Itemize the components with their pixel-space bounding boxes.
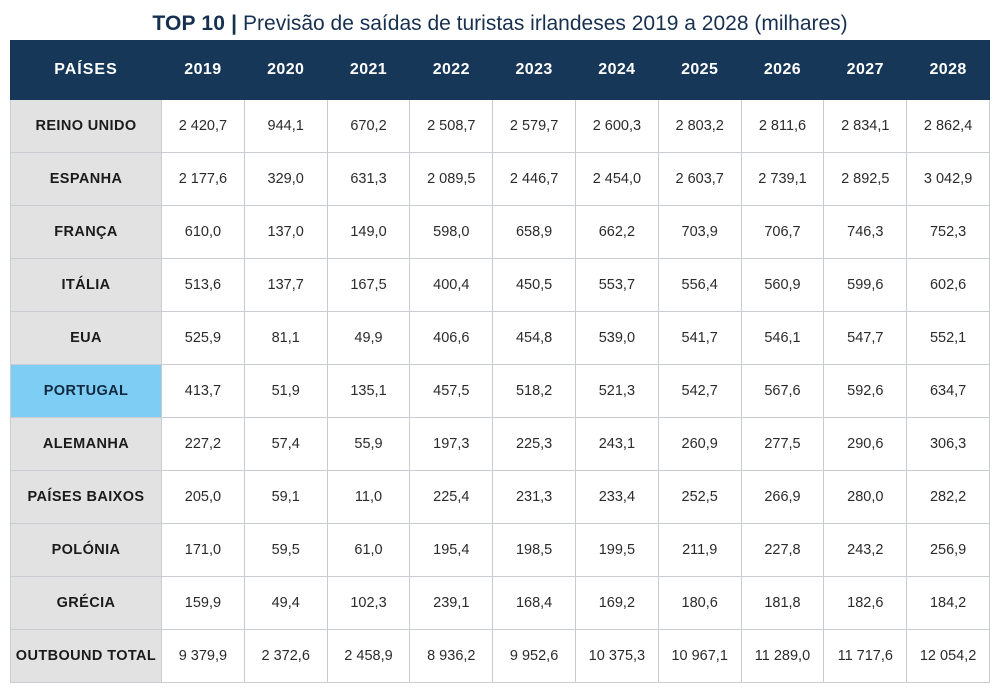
cell-value: 457,5 [410,365,493,418]
row-label: ALEMANHA [11,418,162,471]
cell-value: 55,9 [327,418,410,471]
cell-value: 137,0 [244,206,327,259]
cell-value: 168,4 [493,577,576,630]
cell-value: 2 892,5 [824,153,907,206]
cell-value: 2 811,6 [741,100,824,153]
cell-value: 225,3 [493,418,576,471]
cell-value: 102,3 [327,577,410,630]
cell-value: 11 717,6 [824,630,907,683]
cell-value: 542,7 [658,365,741,418]
row-label: FRANÇA [11,206,162,259]
cell-value: 521,3 [575,365,658,418]
cell-value: 539,0 [575,312,658,365]
cell-value: 9 952,6 [493,630,576,683]
header-row [11,41,990,100]
cell-value: 525,9 [162,312,245,365]
table-row-highlighted [11,365,990,418]
cell-value: 2 454,0 [575,153,658,206]
cell-value: 181,8 [741,577,824,630]
cell-value: 149,0 [327,206,410,259]
cell-value: 227,8 [741,524,824,577]
column-header-2024: 2024 [575,41,658,100]
cell-value: 541,7 [658,312,741,365]
cell-value: 413,7 [162,365,245,418]
cell-value: 252,5 [658,471,741,524]
cell-value: 634,7 [907,365,990,418]
cell-value: 8 936,2 [410,630,493,683]
cell-value: 49,4 [244,577,327,630]
row-label: EUA [11,312,162,365]
cell-value: 180,6 [658,577,741,630]
cell-value: 547,7 [824,312,907,365]
cell-value: 59,5 [244,524,327,577]
cell-value: 2 862,4 [907,100,990,153]
cell-value: 184,2 [907,577,990,630]
cell-value: 169,2 [575,577,658,630]
title-separator: | [231,12,238,35]
cell-value: 513,6 [162,259,245,312]
table-row [11,312,990,365]
column-header-2021: 2021 [327,41,410,100]
cell-value: 57,4 [244,418,327,471]
cell-value: 282,2 [907,471,990,524]
cell-value: 2 739,1 [741,153,824,206]
column-header-2019: 2019 [162,41,245,100]
cell-value: 290,6 [824,418,907,471]
cell-value: 560,9 [741,259,824,312]
cell-value: 280,0 [824,471,907,524]
cell-value: 670,2 [327,100,410,153]
cell-value: 211,9 [658,524,741,577]
cell-value: 2 803,2 [658,100,741,153]
table-row [11,206,990,259]
cell-value: 59,1 [244,471,327,524]
cell-value: 553,7 [575,259,658,312]
column-header-2027: 2027 [824,41,907,100]
row-label: PORTUGAL [11,365,162,418]
table-row [11,418,990,471]
cell-value: 198,5 [493,524,576,577]
cell-value: 231,3 [493,471,576,524]
cell-value: 159,9 [162,577,245,630]
table-row [11,259,990,312]
column-header-2023: 2023 [493,41,576,100]
cell-value: 260,9 [658,418,741,471]
cell-value: 49,9 [327,312,410,365]
cell-value: 406,6 [410,312,493,365]
cell-value: 546,1 [741,312,824,365]
cell-value: 631,3 [327,153,410,206]
cell-value: 171,0 [162,524,245,577]
cell-value: 61,0 [327,524,410,577]
cell-value: 2 446,7 [493,153,576,206]
cell-value: 2 089,5 [410,153,493,206]
row-label: ESPANHA [11,153,162,206]
cell-value: 199,5 [575,524,658,577]
title-prefix: TOP 10 [152,12,226,35]
cell-value: 243,1 [575,418,658,471]
cell-value: 2 372,6 [244,630,327,683]
table-row [11,471,990,524]
cell-value: 662,2 [575,206,658,259]
cell-value: 944,1 [244,100,327,153]
cell-value: 137,7 [244,259,327,312]
table-row [11,524,990,577]
row-label: GRÉCIA [11,577,162,630]
cell-value: 197,3 [410,418,493,471]
cell-value: 454,8 [493,312,576,365]
table-header [11,41,990,100]
row-label: POLÓNIA [11,524,162,577]
cell-value: 195,4 [410,524,493,577]
cell-value: 167,5 [327,259,410,312]
page-title [10,8,990,40]
cell-value: 9 379,9 [162,630,245,683]
cell-value: 256,9 [907,524,990,577]
column-header-2025: 2025 [658,41,741,100]
row-label: PAÍSES BAIXOS [11,471,162,524]
cell-value: 2 508,7 [410,100,493,153]
cell-value: 2 177,6 [162,153,245,206]
row-label: REINO UNIDO [11,100,162,153]
cell-value: 10 375,3 [575,630,658,683]
cell-value: 51,9 [244,365,327,418]
cell-value: 11,0 [327,471,410,524]
row-label-total: OUTBOUND TOTAL [11,630,162,683]
cell-value: 599,6 [824,259,907,312]
cell-value: 306,3 [907,418,990,471]
table-row [11,100,990,153]
cell-value: 2 458,9 [327,630,410,683]
table-row [11,153,990,206]
column-header-2022: 2022 [410,41,493,100]
cell-value: 746,3 [824,206,907,259]
cell-value: 10 967,1 [658,630,741,683]
cell-value: 518,2 [493,365,576,418]
cell-value: 81,1 [244,312,327,365]
table-body [11,100,990,683]
cell-value: 12 054,2 [907,630,990,683]
forecast-table [10,40,990,683]
cell-value: 450,5 [493,259,576,312]
cell-value: 2 603,7 [658,153,741,206]
column-header-2020: 2020 [244,41,327,100]
cell-value: 556,4 [658,259,741,312]
cell-value: 400,4 [410,259,493,312]
column-header-countries: PAÍSES [11,41,162,100]
cell-value: 266,9 [741,471,824,524]
cell-value: 277,5 [741,418,824,471]
cell-value: 329,0 [244,153,327,206]
cell-value: 205,0 [162,471,245,524]
cell-value: 233,4 [575,471,658,524]
cell-value: 706,7 [741,206,824,259]
cell-value: 552,1 [907,312,990,365]
cell-value: 11 289,0 [741,630,824,683]
cell-value: 3 042,9 [907,153,990,206]
cell-value: 2 834,1 [824,100,907,153]
cell-value: 658,9 [493,206,576,259]
cell-value: 239,1 [410,577,493,630]
cell-value: 598,0 [410,206,493,259]
cell-value: 2 579,7 [493,100,576,153]
cell-value: 182,6 [824,577,907,630]
cell-value: 610,0 [162,206,245,259]
cell-value: 703,9 [658,206,741,259]
row-label: ITÁLIA [11,259,162,312]
cell-value: 567,6 [741,365,824,418]
column-header-2028: 2028 [907,41,990,100]
cell-value: 225,4 [410,471,493,524]
cell-value: 592,6 [824,365,907,418]
cell-value: 2 420,7 [162,100,245,153]
cell-value: 227,2 [162,418,245,471]
cell-value: 602,6 [907,259,990,312]
column-header-2026: 2026 [741,41,824,100]
cell-value: 2 600,3 [575,100,658,153]
title-text: Previsão de saídas de turistas irlandeses 2019 a 2028 (milhares) [243,12,848,35]
cell-value: 243,2 [824,524,907,577]
table-row-total [11,630,990,683]
table-row [11,577,990,630]
cell-value: 135,1 [327,365,410,418]
cell-value: 752,3 [907,206,990,259]
